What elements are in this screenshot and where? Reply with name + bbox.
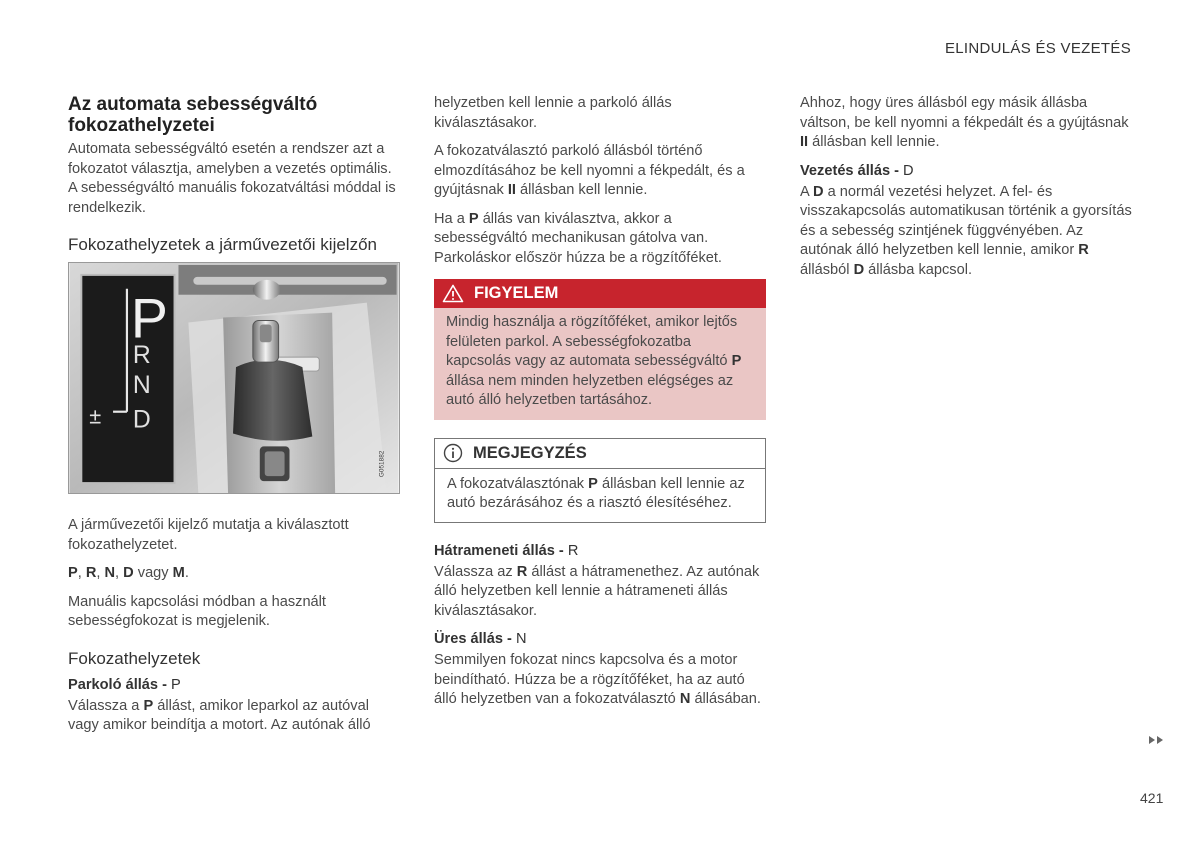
park-paragraph: Válassza a P állást, amikor leparkol az autóval vagy amikor beindítja a motort. Az autónak álló	[68, 697, 371, 733]
column-2	[434, 94, 766, 719]
column-1	[68, 94, 400, 745]
park-heading: Parkoló állás - P	[68, 676, 181, 693]
section-header: ELINDULÁS ÉS VEZETÉS	[944, 40, 1131, 57]
image-code: G051882	[378, 450, 386, 478]
intro-paragraph: Automata sebességváltó esetén a rendszer azt a fokozatot választja, amelyben a vezetés optimális. A sebességváltó manuális fokozatváltási móddal is rendelkezik.	[68, 141, 396, 216]
warning-box	[434, 279, 766, 420]
display-letter-p: P	[130, 287, 168, 350]
gear-modes-line: P, R, N, D vagy M.	[68, 565, 189, 581]
warning-title: FIGYELEM	[474, 284, 559, 302]
display-letter-d: D	[132, 406, 151, 434]
neutral-continued-paragraph: Ahhoz, hogy üres állásból egy másik állásba váltson, be kell nyomni a fékpedált és a gyújtásnak II állásban kell lennie.	[800, 95, 1129, 150]
display-letter-r: R	[132, 342, 151, 370]
note-header	[435, 439, 765, 469]
neutral-paragraph: Semmilyen fokozat nincs kapcsolva és a motor beindítható. Húzza be a rögzítőféket, ha az autó álló helyzetben van a fokozatválasztó N állásában.	[434, 652, 761, 707]
gear-display-figure	[68, 262, 400, 494]
reverse-heading: Hátrameneti állás - R	[434, 542, 579, 559]
column-3	[800, 94, 1132, 289]
warning-body: Mindig használja a rögzítőféket, amikor lejtős felületen parkol. A sebességfokozatba kapcsolás vagy az automata sebességváltó P állása nem minden helyzetben elégséges az autó álló helyzetben tartásához.	[434, 308, 766, 420]
display-letter-n: N	[132, 371, 151, 399]
park-lock-paragraph: Ha a P állás van kiválasztva, akkor a sebességváltó mechanikusan gátolva van. Parkoláskor először húzza be a rögzítőféket.	[434, 210, 722, 266]
drive-paragraph: A D a normál vezetési helyzet. A fel- és visszakapcsolás automatikusan történik a gyorsítás és a sebesség szintjének függvényében. Az autónak álló helyzetben kell lennie, amikor R állásból D állásba kapcsol.	[800, 183, 1132, 278]
note-box	[434, 438, 766, 523]
figure-caption: A járművezetői kijelző mutatja a kiválasztott fokozathelyzetet.	[68, 517, 349, 553]
note-title: MEGJEGYZÉS	[473, 443, 587, 462]
double-arrow-right-icon	[1148, 735, 1166, 745]
warning-header	[434, 279, 766, 308]
note-body: A fokozatválasztónak P állásban kell lennie az autó bezárásához és a riasztó élesítéséhez.	[447, 475, 745, 511]
page-title: Az automata sebességváltó fokozathelyzetei	[68, 94, 318, 136]
page-number: 421	[1140, 790, 1164, 806]
positions-heading: Fokozathelyzetek	[68, 648, 201, 668]
drive-heading: Vezetés állás - D	[800, 162, 914, 179]
manual-mode-paragraph: Manuális kapcsolási módban a használt sebességfokozat is megjelenik.	[68, 593, 326, 629]
display-subheading: Fokozathelyzetek a járművezetői kijelzőn	[68, 235, 377, 254]
park-shift-paragraph: A fokozatválasztó parkoló állásból történő elmozdításához be kell nyomni a fékpedált, és a gyújtásnak II állásban kell lennie.	[434, 143, 745, 198]
display-plus-minus: ±	[89, 403, 102, 429]
reverse-paragraph: Válassza az R állást a hátramenethez. Az autónak álló helyzetben kell lennie a hátrameneti állás kiválasztásakor.	[434, 563, 760, 619]
neutral-heading: Üres állás - N	[434, 631, 527, 647]
park-continued-paragraph: helyzetben kell lennie a parkoló állás kiválasztásakor.	[434, 95, 672, 131]
info-circle-icon	[443, 443, 463, 463]
warning-triangle-icon	[442, 284, 464, 303]
